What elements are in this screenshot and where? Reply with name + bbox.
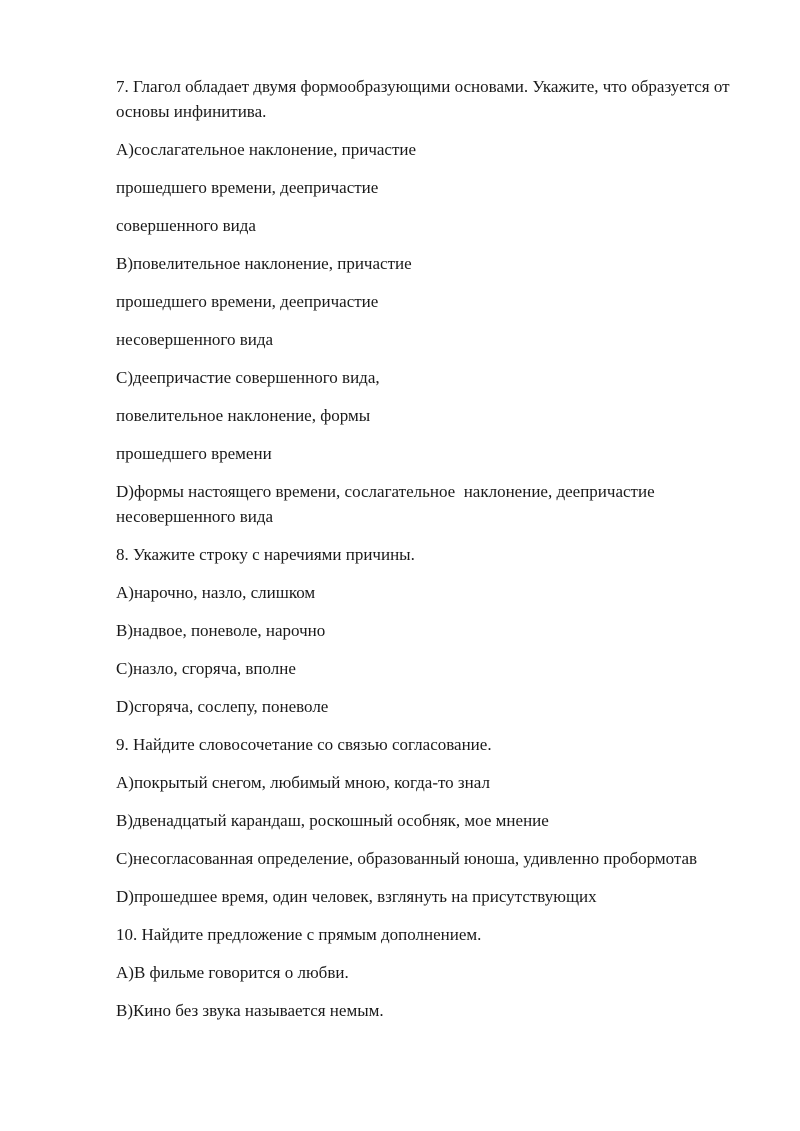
question-7-option-a-line-3: совершенного вида: [116, 216, 256, 235]
question-8-option-d: D)сгоряча, сослепу, поневоле: [116, 697, 329, 716]
question-9-option-a: A)покрытый снегом, любимый мною, когда-то знал: [116, 773, 490, 792]
question-10-text: 10. Найдите предложение с прямым дополнением.: [116, 925, 482, 944]
question-8-text: 8. Укажите строку с наречиями причины.: [116, 545, 415, 564]
question-9-text: 9. Найдите словосочетание со связью согласование.: [116, 735, 492, 754]
question-7-option-b-line-1: B)повелительное наклонение, причастие: [116, 254, 412, 273]
question-7-text: 7. Глагол обладает двумя формообразующими основами. Укажите, что образуется от основы инфинитива.: [116, 77, 734, 121]
question-7-option-d: D)формы настоящего времени, сослагательное наклонение, деепричастие несовершенного вида: [116, 482, 659, 526]
question-10-option-a: A)В фильме говорится о любви.: [116, 963, 349, 982]
question-8-option-b: B)надвое, поневоле, нарочно: [116, 621, 326, 640]
question-9-option-c: C)несогласованная определение, образованный юноша, удивленно пробормотав: [116, 849, 698, 868]
question-7-option-c-line-3: прошедшего времени: [116, 444, 272, 463]
question-7-option-c-line-1: C)деепричастие совершенного вида,: [116, 368, 380, 387]
question-9-option-b: B)двенадцатый карандаш, роскошный особняк, мое мнение: [116, 811, 549, 830]
question-8-option-a: A)нарочно, назло, слишком: [116, 583, 316, 602]
document-page: [116, 74, 736, 1036]
question-7-option-b-line-3: несовершенного вида: [116, 330, 274, 349]
question-7-option-b-line-2: прошедшего времени, деепричастие: [116, 292, 379, 311]
question-7-option-c-line-2: повелительное наклонение, формы: [116, 406, 371, 425]
question-10-option-b: B)Кино без звука называется немым.: [116, 1001, 384, 1020]
question-7-option-a-line-1: A)сослагательное наклонение, причастие: [116, 140, 417, 159]
question-9-option-d: D)прошедшее время, один человек, взглянуть на присутствующих: [116, 887, 597, 906]
question-8-option-c: C)назло, сгоряча, вполне: [116, 659, 296, 678]
question-7-option-a-line-2: прошедшего времени, деепричастие: [116, 178, 379, 197]
